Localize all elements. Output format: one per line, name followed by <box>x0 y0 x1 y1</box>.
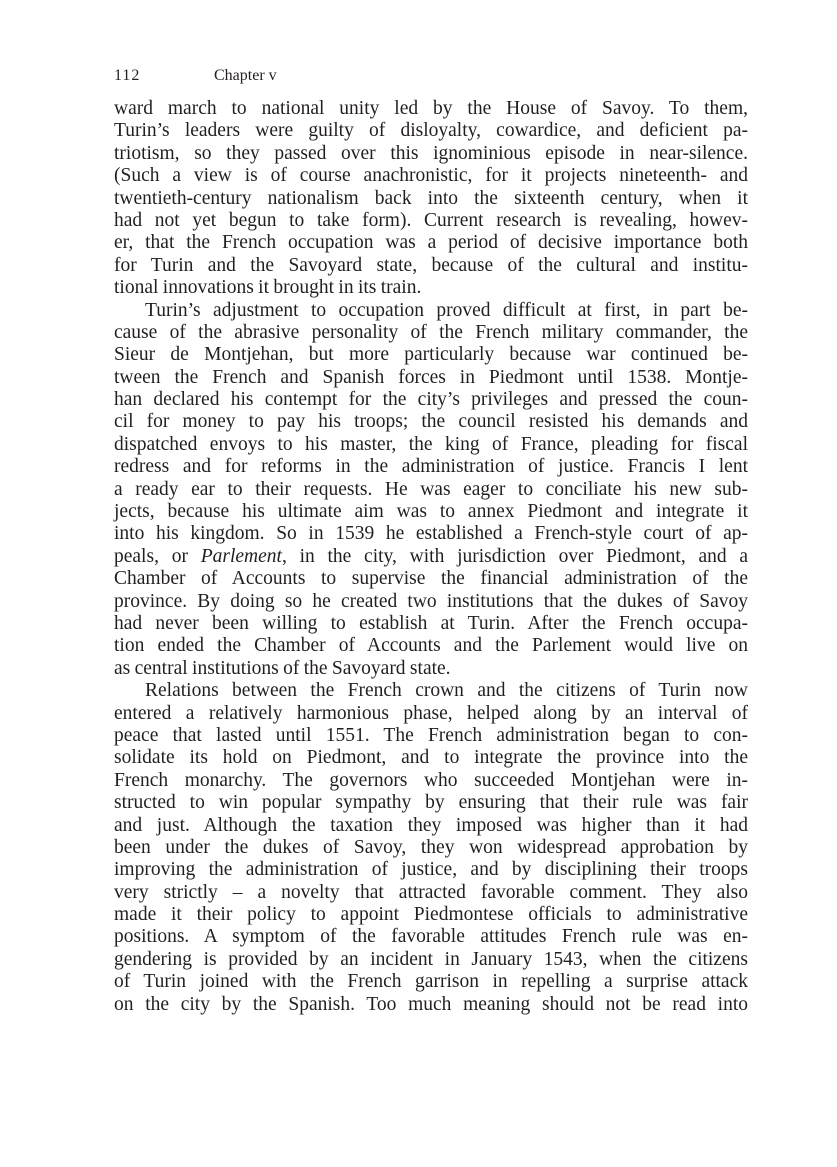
text-line: cil for money to pay his troops; the council resisted his demands and <box>114 411 748 433</box>
text-line: tion ended the Chamber of Accounts and the Parlement would live on <box>114 635 748 657</box>
paragraph-2 <box>114 300 748 681</box>
text-line: made it their policy to appoint Piedmontese officials to administrative <box>114 904 748 926</box>
text-line: Chamber of Accounts to supervise the financial administration of the <box>114 568 748 590</box>
text-line: improving the administration of justice, and by disciplining their troops <box>114 859 748 881</box>
text-line: jects, because his ultimate aim was to annex Piedmont and integrate it <box>114 501 748 523</box>
text-line: tional innovations it brought in its train. <box>114 277 422 299</box>
text-line: on the city by the Spanish. Too much meaning should not be read into <box>114 993 748 1015</box>
text-line: (Such a view is of course anachronistic, for it projects nineteenth- and <box>114 165 748 187</box>
text-line: tween the French and Spanish forces in Piedmont until 1538. Montje- <box>114 366 748 388</box>
paragraph-3 <box>114 680 748 1016</box>
text-line: solidate its hold on Piedmont, and to integrate the province into the <box>114 747 748 769</box>
text-line: triotism, so they passed over this ignominious episode in near-silence. <box>114 142 748 164</box>
text-line: for Turin and the Savoyard state, because of the cultural and institu- <box>114 254 748 276</box>
text-line: Relations between the French crown and the citizens of Turin now <box>145 680 748 702</box>
text-line: French monarchy. The governors who succeeded Montjehan were in- <box>114 769 748 791</box>
body-text <box>114 98 748 1016</box>
text-line: gendering is provided by an incident in January 1543, when the citizens <box>114 948 748 970</box>
text-line-with-italic: peals, or Parlement, in the city, with jurisdiction over Piedmont, and a <box>114 545 749 567</box>
paragraph-1 <box>114 98 748 300</box>
text-line: very strictly – a novelty that attracted favorable comment. They also <box>114 881 748 903</box>
text-line: positions. A symptom of the favorable attitudes French rule was en- <box>114 926 748 948</box>
text-line: structed to win popular sympathy by ensuring that their rule was fair <box>114 792 748 814</box>
text-line: dispatched envoys to his master, the king of France, pleading for fiscal <box>114 433 748 455</box>
text-line: been under the dukes of Savoy, they won widespread approbation by <box>114 836 748 858</box>
text-line: ward march to national unity led by the House of Savoy. To them, <box>114 98 748 119</box>
text-line: cause of the abrasive personality of the French military commander, the <box>114 321 748 343</box>
text-line: Turin’s adjustment to occupation proved difficult at first, in part be- <box>145 299 748 321</box>
page-number: 112 <box>114 67 141 84</box>
text-line: into his kingdom. So in 1539 he established a French-style court of ap- <box>114 523 748 545</box>
text-line: twentieth-century nationalism back into the sixteenth century, when it <box>114 187 748 209</box>
text-line: Turin’s leaders were guilty of disloyalty, cowardice, and deficient pa- <box>114 120 748 142</box>
chapter-title: Chapter v <box>214 67 277 84</box>
text-line: Sieur de Montjehan, but more particularly because war continued be- <box>114 344 748 366</box>
text-line: er, that the French occupation was a period of decisive importance both <box>114 232 748 254</box>
text-line: entered a relatively harmonious phase, helped along by an interval of <box>114 702 748 724</box>
text-line: province. By doing so he created two institutions that the dukes of Savoy <box>114 590 748 612</box>
text-line: peace that lasted until 1551. The French administration began to con- <box>114 724 748 746</box>
running-head <box>114 66 277 86</box>
text-line: of Turin joined with the French garrison in repelling a surprise attack <box>114 971 748 993</box>
text-line: redress and for reforms in the administration of justice. Francis I lent <box>114 456 748 478</box>
text-line: as central institutions of the Savoyard state. <box>114 657 451 679</box>
italic-term: Parlement <box>200 545 282 567</box>
text-line: and just. Although the taxation they imposed was higher than it had <box>114 814 748 836</box>
text-line: had not yet begun to take form). Current research is revealing, howev- <box>114 209 748 231</box>
text-line: a ready ear to their requests. He was eager to conciliate his new sub- <box>114 478 748 500</box>
text-line: had never been willing to establish at Turin. After the French occupa- <box>114 612 748 634</box>
text-line: han declared his contempt for the city’s privileges and pressed the coun- <box>114 389 748 411</box>
